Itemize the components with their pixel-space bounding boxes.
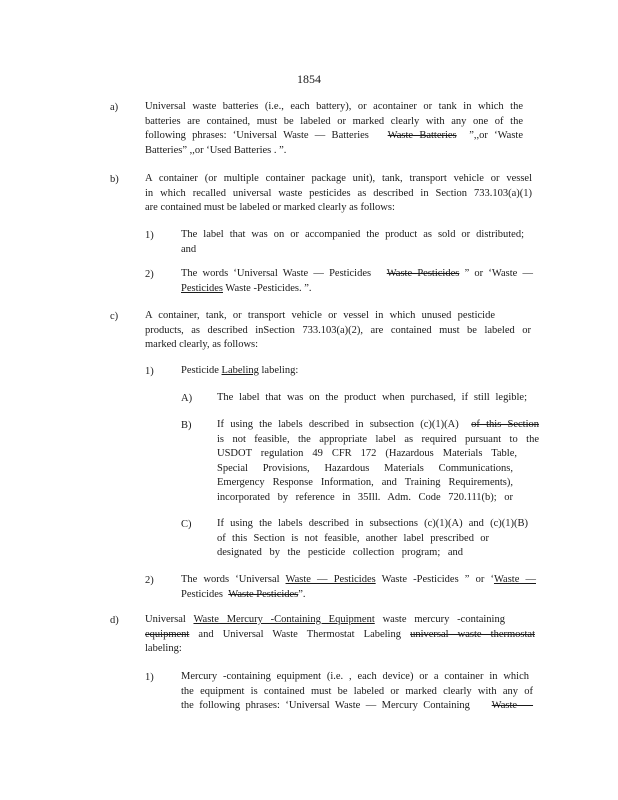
item-c2-fragment: Waste -Pesticides ” or ‘ <box>375 574 494 585</box>
item-d-fragment: Universal <box>145 614 194 625</box>
item-d1-text <box>181 670 533 714</box>
item-d1-line <box>181 699 533 714</box>
item-b2-fragment: The words ‘Universal Waste — Pesticides <box>181 268 372 279</box>
item-c1b-line: incorporated by reference in 35Ill. Adm. Code 720.111(b); or <box>217 491 513 503</box>
item-a-fragment: ”,,or ‘Waste <box>469 130 523 141</box>
item-d-underline: Waste Mercury -Containing Equipment <box>193 614 375 625</box>
item-c2-label: 2) <box>145 575 154 586</box>
item-c1c-text <box>217 517 528 561</box>
item-d-label: d) <box>110 615 119 626</box>
item-c1b-label: B) <box>181 420 192 431</box>
item-c2-fragment: Pesticides <box>181 588 226 600</box>
item-b2-text <box>181 267 533 296</box>
item-b2-strikethrough: Waste Pesticides <box>386 268 460 279</box>
page-number: 1854 <box>297 72 321 86</box>
item-c1-line <box>181 364 481 379</box>
item-c1-label: 1) <box>145 366 154 377</box>
item-c1b-line: Emergency Response Information, and Training Requirements), <box>217 477 513 488</box>
item-b1-label: 1) <box>145 230 154 241</box>
item-b-line: A container (or multiple container package unit), tank, transport vehicle or vessel <box>145 173 532 184</box>
item-c1b-line: is not feasible, the appropriate label as required pursuant to the <box>217 433 539 445</box>
item-a-line <box>145 129 523 144</box>
item-c2-line <box>181 573 536 588</box>
item-c-label: c) <box>110 311 119 322</box>
item-d1-line: Mercury -containing equipment (i.e. , each device) or a container in which <box>181 671 529 682</box>
item-b1-text <box>181 228 524 257</box>
item-c1b-strikethrough: of this Section <box>471 419 540 430</box>
item-b2-fragment: Waste -Pesticides. ”. <box>223 282 312 294</box>
item-c2-strikethrough: Waste Pesticides <box>228 588 299 600</box>
item-b-text <box>145 172 532 216</box>
item-c-line: A container, tank, or transport vehicle or vessel in which unused pesticide <box>145 310 495 321</box>
item-a-fragment: following phrases: ‘Universal Waste — Batteries <box>145 130 369 141</box>
item-d1-label: 1) <box>145 672 154 683</box>
item-c1a-text <box>217 391 527 406</box>
item-d-strikethrough: universal waste thermostat <box>410 628 535 640</box>
item-c-text <box>145 309 531 353</box>
item-b2-line <box>181 267 533 282</box>
item-a-strikethrough: Waste Batteries <box>387 130 457 141</box>
item-d-line: labeling: <box>145 643 182 654</box>
item-d1-line: the equipment is contained must be labeled or marked clearly with any of <box>181 685 533 697</box>
item-a-text <box>145 100 523 158</box>
item-b1-line: and <box>181 243 197 255</box>
item-d-fragment: and Universal Waste Thermostat Labeling <box>189 628 411 640</box>
item-b1-line: The label that was on or accompanied the product as sold or distributed; <box>181 229 524 240</box>
item-c2-text <box>181 573 536 602</box>
item-c1-underline: Labeling <box>221 365 259 376</box>
item-c1b-line: USDOT regulation 49 CFR 172 (Hazardous Materials Table, <box>217 448 517 459</box>
item-b-line: in which recalled universal waste pesticides as described in Section 733.103(a)(1) <box>145 187 532 199</box>
item-c1c-line: of this Section is not feasible, another label prescribed or <box>217 532 489 544</box>
item-d1-fragment: the following phrases: ‘Universal Waste — Mercury Containing <box>181 700 470 711</box>
item-c1c-line: If using the labels described in subsections (c)(1)(A) and (c)(1)(B) <box>217 518 528 529</box>
item-c1b-text <box>217 418 539 505</box>
item-b-label: b) <box>110 174 119 185</box>
item-c1-fragment: labeling: <box>258 365 299 376</box>
item-b2-line <box>181 282 533 297</box>
item-d-line <box>145 613 505 628</box>
item-c-line: products, as described inSection 733.103(a)(2), are contained must be labeled or <box>145 324 531 336</box>
item-c-line: marked clearly, as follows: <box>145 339 259 350</box>
item-c1-text <box>181 364 481 379</box>
item-c1b-line: Special Provisions, Hazardous Materials Communications, <box>217 462 513 474</box>
item-c1b-fragment: If using the labels described in subsection (c)(1)(A) <box>217 419 459 430</box>
item-d-line <box>145 628 535 643</box>
item-c2-underline: Waste — Pesticides <box>285 574 376 585</box>
item-b-line: are contained must be labeled or marked clearly as follows: <box>145 202 395 213</box>
item-d-fragment: waste mercury -containing <box>374 614 505 625</box>
item-a-line: Universal waste batteries (i.e., each battery), or acontainer or tank in which the <box>145 101 523 112</box>
item-c2-underline: Waste — <box>493 574 536 585</box>
item-c1a-label: A) <box>181 393 193 404</box>
item-c2-fragment: ”. <box>298 588 306 600</box>
item-a-line: Batteries” ,,or ‘Used Batteries . ”. <box>145 144 287 156</box>
item-b2-underline: Pesticides <box>181 282 223 294</box>
item-c1a-line: The label that was on the product when purchased, if still legible; <box>217 392 527 403</box>
item-d-text <box>145 613 535 657</box>
item-d1-strikethrough: Waste — <box>491 700 533 711</box>
item-c2-line <box>181 588 536 603</box>
item-c1b-line <box>217 418 539 433</box>
item-a-line: batteries are contained, must be labeled or marked clearly with any one of the <box>145 115 523 127</box>
item-b2-fragment: ” or ‘Waste — <box>464 268 534 279</box>
item-b2-label: 2) <box>145 269 154 280</box>
item-a-label: a) <box>110 102 119 113</box>
item-c2-fragment: The words ‘Universal <box>181 574 286 585</box>
item-c1-fragment: Pesticide <box>181 365 222 376</box>
item-d-strikethrough: equipment <box>145 628 190 640</box>
item-c1c-line: designated by the pesticide collection program; and <box>217 547 463 558</box>
item-c1c-label: C) <box>181 519 192 530</box>
